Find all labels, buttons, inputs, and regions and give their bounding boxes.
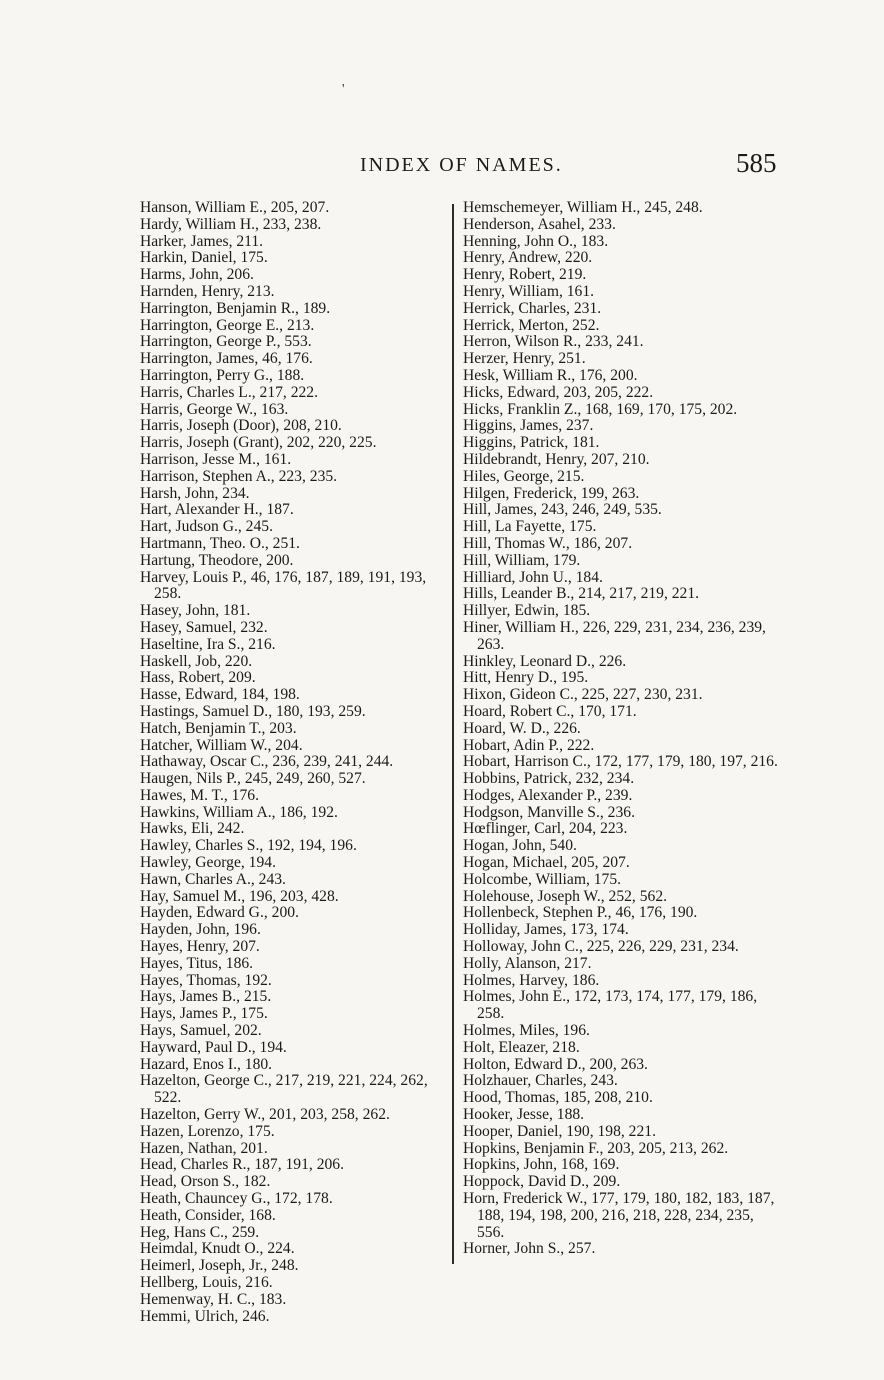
index-entry: Hay, Samuel M., 196, 203, 428. — [140, 887, 339, 905]
index-entry: Holcombe, William, 175. — [463, 870, 622, 888]
index-entry: Holmes, John E., 172, 173, 174, 177, 179, 186, 258. — [463, 988, 758, 1023]
index-entry: Hœflinger, Carl, 204, 223. — [463, 820, 628, 838]
index-entry: Holmes, Harvey, 186. — [463, 971, 600, 989]
index-entry: Hopkins, John, 168, 169. — [463, 1156, 620, 1174]
index-entry: Hoppock, David D., 209. — [463, 1173, 621, 1191]
index-entry: Hixon, Gideon C., 225, 227, 230, 231. — [463, 686, 703, 704]
index-entry: Head, Charles R., 187, 191, 206. — [140, 1156, 344, 1174]
index-entry: Hillyer, Edwin, 185. — [463, 602, 591, 620]
index-entry: Hayden, John, 196. — [140, 921, 261, 939]
page-header — [0, 148, 884, 182]
index-entry: Hopkins, Benjamin F., 203, 205, 213, 262. — [463, 1139, 729, 1157]
index-entry: Harvey, Louis P., 46, 176, 187, 189, 191, 193, 258. — [140, 568, 427, 603]
index-entry: Holton, Edward D., 200, 263. — [463, 1055, 648, 1073]
index-entry: Hilgen, Frederick, 199, 263. — [463, 484, 640, 502]
index-column-right — [463, 200, 783, 1258]
index-entry: Head, Orson S., 182. — [140, 1173, 271, 1191]
index-entry: Hart, Alexander H., 187. — [140, 501, 294, 519]
index-entry: Hobart, Harrison C., 172, 177, 179, 180, 197, 216. — [463, 753, 778, 771]
index-entry: Hill, James, 243, 246, 249, 535. — [463, 501, 662, 519]
index-entry: Henry, Andrew, 220. — [463, 249, 593, 267]
index-entry: Hemenway, H. C., 183. — [140, 1290, 287, 1308]
index-entry: Hitt, Henry D., 195. — [463, 669, 589, 687]
index-entry: Harrington, Perry G., 188. — [140, 366, 305, 384]
index-entry: Hills, Leander B., 214, 217, 219, 221. — [463, 585, 700, 603]
index-entry: Hogan, John, 540. — [463, 837, 577, 855]
index-entry: Hill, Thomas W., 186, 207. — [463, 534, 633, 552]
running-title: INDEX OF NAMES. — [360, 154, 563, 176]
index-entry: Harris, George W., 163. — [140, 400, 289, 418]
index-entry: Heimerl, Joseph, Jr., 248. — [140, 1257, 299, 1275]
index-entry: Hazen, Lorenzo, 175. — [140, 1122, 275, 1140]
index-entry: Holliday, James, 173, 174. — [463, 921, 629, 939]
index-entry: Hass, Robert, 209. — [140, 669, 256, 687]
index-entry: Hooper, Daniel, 190, 198, 221. — [463, 1122, 656, 1140]
index-entry: Henning, John O., 183. — [463, 232, 609, 250]
index-entry: Herron, Wilson R., 233, 241. — [463, 333, 644, 351]
index-entry: Hardy, William H., 233, 238. — [140, 215, 322, 233]
index-entry: Hill, William, 179. — [463, 551, 581, 569]
index-entry: Hicks, Edward, 203, 205, 222. — [463, 383, 654, 401]
index-column-left — [140, 200, 448, 1325]
index-entry: Hodgson, Manville S., 236. — [463, 803, 635, 821]
index-entry: Harnden, Henry, 213. — [140, 282, 275, 300]
index-entry: Harris, Joseph (Grant), 202, 220, 225. — [140, 434, 377, 452]
index-entry: Hogan, Michael, 205, 207. — [463, 854, 630, 872]
column-divider — [452, 204, 454, 1264]
index-entry: Hinkley, Leonard D., 226. — [463, 652, 627, 670]
index-entry: Hayes, Titus, 186. — [140, 954, 254, 972]
index-entry: Harrington, James, 46, 176. — [140, 350, 313, 368]
index-entry: Hasey, John, 181. — [140, 602, 251, 620]
index-entry: Holehouse, Joseph W., 252, 562. — [463, 887, 668, 905]
index-entry: Hobbins, Patrick, 232, 234. — [463, 770, 635, 788]
index-entry: Hobart, Adin P., 222. — [463, 736, 595, 754]
index-entry: Harrison, Jesse M., 161. — [140, 450, 292, 468]
index-entry: Harris, Charles L., 217, 222. — [140, 383, 318, 401]
index-entry: Hazelton, Gerry W., 201, 203, 258, 262. — [140, 1106, 390, 1124]
index-entry: Harrington, Benjamin R., 189. — [140, 299, 331, 317]
index-entry: Hayward, Paul D., 194. — [140, 1038, 287, 1056]
index-entry: Hawley, George, 194. — [140, 854, 276, 872]
index-entry: Hooker, Jesse, 188. — [463, 1106, 585, 1124]
index-entry: Hazen, Nathan, 201. — [140, 1139, 268, 1157]
index-entry: Hayes, Henry, 207. — [140, 938, 260, 956]
index-entry: Holmes, Miles, 196. — [463, 1022, 590, 1040]
index-entry: Hilliard, John U., 184. — [463, 568, 603, 586]
index-entry: Harrison, Stephen A., 223, 235. — [140, 467, 338, 485]
index-entry: Hayes, Thomas, 192. — [140, 971, 272, 989]
index-entry: Hawkins, William A., 186, 192. — [140, 803, 338, 821]
index-entry: Hoard, W. D., 226. — [463, 719, 581, 737]
index-entry: Hasey, Samuel, 232. — [140, 618, 268, 636]
index-entry: Hazelton, George C., 217, 219, 221, 224, 262, 522. — [140, 1072, 428, 1107]
index-entry: Holt, Eleazer, 218. — [463, 1038, 580, 1056]
index-entry: Hays, James B., 215. — [140, 988, 272, 1006]
index-entry: Harker, James, 211. — [140, 232, 264, 250]
index-entry: Hayden, Edward G., 200. — [140, 904, 299, 922]
index-entry: Hiner, William H., 226, 229, 231, 234, 236, 239, 263. — [463, 618, 766, 653]
index-entry: Higgins, James, 237. — [463, 417, 594, 435]
index-entry: Horn, Frederick W., 177, 179, 180, 182, 183, 187, 188, 194, 198, 200, 216, 218, 228, 234, 235, 556. — [463, 1190, 775, 1241]
index-entry: Herzer, Henry, 251. — [463, 350, 586, 368]
index-entry: Hawks, Eli, 242. — [140, 820, 245, 838]
index-entry: Hatch, Benjamin T., 203. — [140, 719, 297, 737]
index-entry: Holzhauer, Charles, 243. — [463, 1072, 618, 1090]
index-entry: Harrington, George P., 553. — [140, 333, 312, 351]
index-entry: Hildebrandt, Henry, 207, 210. — [463, 450, 650, 468]
index-entry: Hathaway, Oscar C., 236, 239, 241, 244. — [140, 753, 394, 771]
index-entry: Hollenbeck, Stephen P., 46, 176, 190. — [463, 904, 698, 922]
index-entry: Hawn, Charles A., 243. — [140, 870, 286, 888]
index-entry: Hemmi, Ulrich, 246. — [140, 1307, 270, 1325]
index-entry: Hodges, Alexander P., 239. — [463, 786, 633, 804]
index-entry: Herrick, Charles, 231. — [463, 299, 602, 317]
index-entry: Hawley, Charles S., 192, 194, 196. — [140, 837, 357, 855]
index-entry: Heg, Hans C., 259. — [140, 1223, 260, 1241]
index-entry: Hatcher, William W., 204. — [140, 736, 303, 754]
index-entry: Hemschemeyer, William H., 245, 248. — [463, 199, 703, 216]
index-entry: Hastings, Samuel D., 180, 193, 259. — [140, 702, 366, 720]
index-entry: Heimdal, Knudt O., 224. — [140, 1240, 295, 1258]
index-entry: Harsh, John, 234. — [140, 484, 250, 502]
index-entry: Higgins, Patrick, 181. — [463, 434, 600, 452]
index-entry: Hiles, George, 215. — [463, 467, 585, 485]
index-entry: Haugen, Nils P., 245, 249, 260, 527. — [140, 770, 366, 788]
index-entry: Hill, La Fayette, 175. — [463, 518, 597, 536]
index-entry: Hazard, Enos I., 180. — [140, 1055, 273, 1073]
index-entry: Hicks, Franklin Z., 168, 169, 170, 175, 202. — [463, 400, 738, 418]
stray-mark: ' — [342, 82, 345, 97]
index-entry: Holloway, John C., 225, 226, 229, 231, 234. — [463, 938, 739, 956]
index-entry: Horner, John S., 257. — [463, 1240, 596, 1258]
index-entry: Heath, Consider, 168. — [140, 1206, 276, 1224]
index-entry: Hays, Samuel, 202. — [140, 1022, 262, 1040]
index-entry: Haskell, Job, 220. — [140, 652, 253, 670]
index-entry: Harms, John, 206. — [140, 266, 254, 284]
index-entry: Hesk, William R., 176, 200. — [463, 366, 638, 384]
index-entry: Hartmann, Theo. O., 251. — [140, 534, 300, 552]
index-entry: Harrington, George E., 213. — [140, 316, 315, 334]
index-entry: Hart, Judson G., 245. — [140, 518, 273, 536]
index-entry: Hood, Thomas, 185, 208, 210. — [463, 1089, 653, 1107]
index-entry: Hawes, M. T., 176. — [140, 786, 259, 804]
index-entry: Henry, Robert, 219. — [463, 266, 587, 284]
index-entry: Haseltine, Ira S., 216. — [140, 635, 276, 653]
index-entry: Henry, William, 161. — [463, 282, 595, 300]
index-entry: Hays, James P., 175. — [140, 1005, 268, 1023]
index-entry: Heath, Chauncey G., 172, 178. — [140, 1190, 333, 1208]
index-entry: Hoard, Robert C., 170, 171. — [463, 702, 637, 720]
index-entry: Hanson, William E., 205, 207. — [140, 199, 330, 216]
index-entry: Henderson, Asahel, 233. — [463, 215, 616, 233]
index-entry: Hasse, Edward, 184, 198. — [140, 686, 300, 704]
page-number: 585 — [736, 148, 777, 178]
index-entry: Harris, Joseph (Door), 208, 210. — [140, 417, 342, 435]
index-entry: Harkin, Daniel, 175. — [140, 249, 268, 267]
index-entry: Holly, Alanson, 217. — [463, 954, 592, 972]
index-entry: Hellberg, Louis, 216. — [140, 1274, 273, 1291]
index-entry: Herrick, Merton, 252. — [463, 316, 600, 334]
index-entry: Hartung, Theodore, 200. — [140, 551, 294, 569]
